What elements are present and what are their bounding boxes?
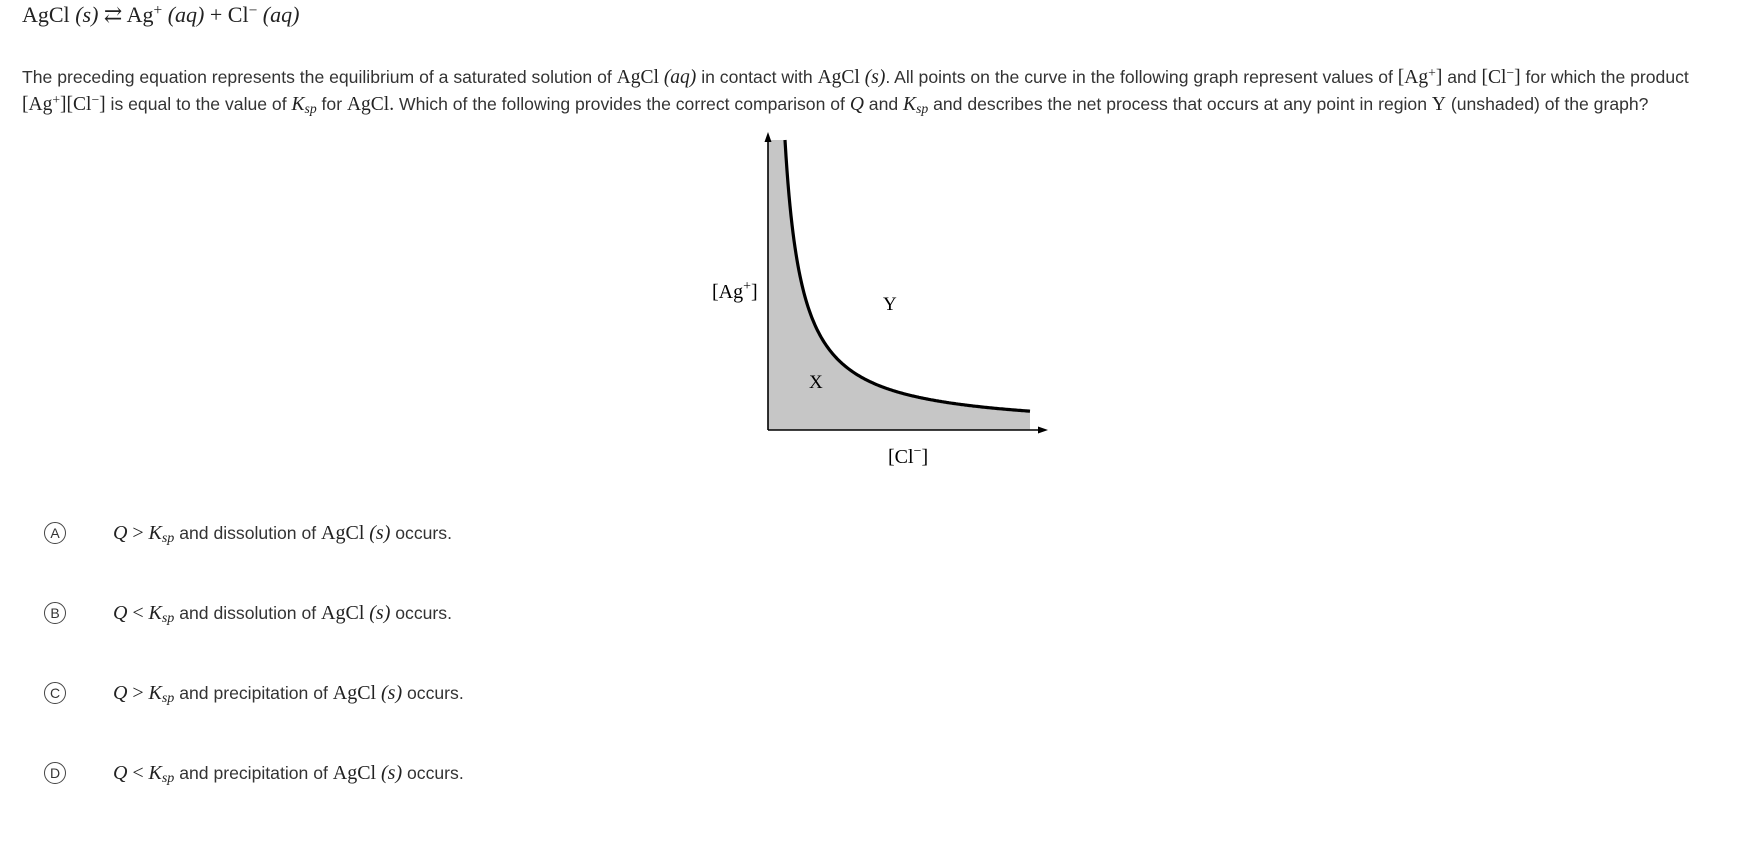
state-aq: (aq) (663, 67, 697, 88)
prompt-text: The preceding equation represents the equilibrium of a saturated solution of (22, 67, 617, 87)
conc-ag-charge: + (1428, 64, 1436, 80)
choice-d-letter: D (44, 762, 66, 784)
choice-text-part: and precipitation of (174, 682, 333, 703)
product2-state: (aq) (262, 2, 300, 27)
ion-product-ag: [Ag (22, 94, 53, 115)
choice-text-part: and dissolution of (174, 522, 322, 543)
prompt-text: and (1442, 67, 1482, 87)
product1-charge: + (153, 2, 163, 20)
choice-c-text (113, 682, 464, 705)
comparison-operator: < (132, 761, 144, 784)
choice-text-part: occurs. (402, 762, 464, 783)
y-axis-label-base: [Ag (712, 281, 744, 303)
formula-agcl: AgCl (817, 67, 860, 88)
ksp-k: K (148, 761, 162, 784)
choice-text-part: occurs. (390, 522, 452, 543)
conc-ag-end: ] (1435, 67, 1443, 88)
conc-ag-base: [Ag (1397, 67, 1429, 88)
choice-b-text (113, 602, 452, 625)
ksp-k: K (291, 94, 305, 115)
choice-text-part: and dissolution of (174, 602, 322, 623)
ion-product (22, 91, 106, 115)
choice-c-letter: C (44, 682, 66, 704)
choice-a-letter: A (44, 522, 66, 544)
ksp-symbol (903, 94, 928, 115)
state-s: (s) (369, 521, 391, 544)
equilibrium-equation (22, 2, 299, 28)
ksp-symbol (149, 522, 175, 544)
plus-sign: + (209, 2, 223, 27)
y-axis-label-end: ] (751, 281, 758, 303)
ion-product-ag-charge: + (52, 91, 61, 107)
conc-cl-charge: − (1506, 64, 1515, 80)
prompt-text: Which of the following provides the correct comparison of (394, 94, 850, 114)
prompt-text: for which the product (1520, 67, 1689, 87)
ion-product-end: ] (99, 94, 106, 115)
comparison-operator: > (132, 521, 144, 544)
formula-agcl: AgCl. (346, 94, 395, 115)
solubility-graph (690, 130, 1080, 475)
shaded-region-x (768, 140, 1030, 430)
product1-state: (aq) (167, 2, 205, 27)
ksp-sub: sp (161, 691, 175, 706)
ksp-sub: sp (916, 101, 929, 117)
region-y-symbol: Y (1431, 94, 1446, 115)
product1-formula: Ag (126, 2, 154, 27)
graph-svg (690, 130, 1080, 475)
prompt-text: (unshaded) of the graph? (1445, 94, 1649, 114)
ksp-k: K (903, 94, 917, 115)
formula-agcl: AgCl (332, 681, 377, 704)
choice-c[interactable] (44, 678, 464, 708)
equilibrium-arrow: ⇄ (103, 2, 123, 27)
y-axis-arrowhead (765, 132, 772, 142)
ksp-symbol (149, 762, 175, 784)
q-symbol: Q (113, 681, 128, 704)
product2-charge: − (248, 2, 258, 20)
prompt-text: for (316, 94, 347, 114)
state-s: (s) (381, 681, 403, 704)
y-axis-label (712, 279, 758, 303)
x-axis-label (888, 444, 928, 468)
ion-product-cl-charge: − (91, 91, 100, 107)
choice-a-text (113, 522, 452, 545)
choice-text-part: and precipitation of (174, 762, 333, 783)
region-x-label: X (809, 372, 823, 393)
x-axis-arrowhead (1038, 427, 1048, 434)
q-symbol: Q (849, 94, 864, 115)
ksp-sub: sp (161, 531, 175, 546)
product2-formula: Cl (227, 2, 249, 27)
ksp-sub: sp (161, 611, 175, 626)
ksp-symbol (149, 602, 175, 624)
conc-ag (1397, 64, 1443, 88)
choice-d[interactable] (44, 758, 464, 788)
comparison-operator: > (132, 681, 144, 704)
prompt-text: . All points on the curve in the following graph represent values of (885, 67, 1398, 87)
x-axis-label-base: [Cl (888, 446, 914, 468)
conc-cl-base: [Cl (1481, 67, 1507, 88)
state-s: (s) (864, 67, 886, 88)
ksp-sub: sp (161, 771, 175, 786)
choice-d-text (113, 762, 464, 785)
y-axis-label-charge: + (743, 279, 752, 294)
reactant-formula: AgCl (22, 2, 70, 27)
ksp-symbol (292, 94, 317, 115)
ksp-sub: sp (304, 101, 317, 117)
choice-text-part: occurs. (402, 682, 464, 703)
choice-text-part: occurs. (390, 602, 452, 623)
choice-a[interactable] (44, 518, 452, 548)
state-s: (s) (381, 761, 403, 784)
ion-product-cl: ][Cl (60, 94, 92, 115)
reactant-state: (s) (75, 2, 99, 27)
choice-b-letter: B (44, 602, 66, 624)
ksp-k: K (148, 681, 162, 704)
ksp-symbol (149, 682, 175, 704)
comparison-operator: < (132, 601, 144, 624)
q-symbol: Q (113, 601, 128, 624)
ksp-k: K (148, 521, 162, 544)
choice-b[interactable] (44, 598, 452, 628)
conc-cl (1481, 64, 1521, 88)
question-prompt (22, 64, 1727, 118)
q-symbol: Q (113, 761, 128, 784)
state-s: (s) (369, 601, 391, 624)
x-axis-label-end: ] (921, 446, 929, 468)
x-axis-label-charge: − (913, 444, 922, 459)
prompt-text: in contact with (696, 67, 818, 87)
prompt-text: is equal to the value of (105, 94, 292, 114)
formula-agcl: AgCl (321, 521, 365, 544)
ksp-k: K (148, 601, 162, 624)
formula-agcl: AgCl (616, 67, 659, 88)
prompt-text: and (863, 94, 904, 114)
prompt-text: and describes the net process that occurs at any point in region (928, 94, 1432, 114)
formula-agcl: AgCl (321, 601, 365, 624)
conc-cl-end: ] (1514, 67, 1521, 88)
formula-agcl: AgCl (332, 761, 377, 784)
region-y-label: Y (883, 294, 897, 315)
q-symbol: Q (113, 521, 128, 544)
